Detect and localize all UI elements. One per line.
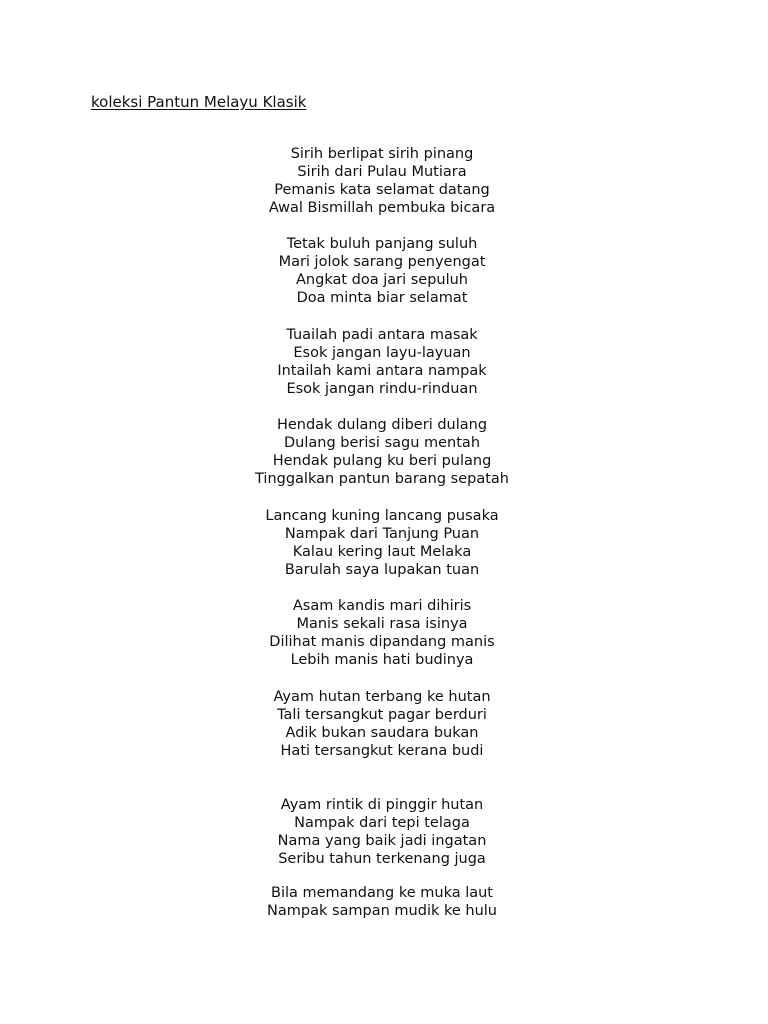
stanza-line: Nampak dari Tanjung Puan [284,526,480,543]
stanza-line: Kalau kering laut Melaka [292,544,472,561]
stanza-line: Awal Bismillah pembuka bicara [268,200,496,217]
stanza-line: Tuailah padi antara masak [286,327,478,343]
stanza-line: Dulang berisi sagu mentah [283,435,481,452]
stanza-line: Bila memandang ke muka laut [271,885,493,901]
stanza-line: Ayam hutan terbang ke hutan [273,689,491,705]
stanza-line: Hendak dulang diberi dulang [276,417,488,433]
stanza [182,145,582,217]
stanza-line: Dilihat manis dipandang manis [269,634,495,651]
stanza [182,326,582,398]
stanza [182,597,582,669]
stanza-line: Sirih berlipat sirih pinang [290,146,474,162]
document-title: koleksi Pantun Melayu Klasik [91,93,307,111]
stanza-line: Adik bukan saudara bukan [285,725,479,742]
stanza [182,796,582,868]
stanza-line: Sirih dari Pulau Mutiara [297,164,467,181]
stanza-line: Esok jangan layu-layuan [293,345,471,362]
stanza-line: Manis sekali rasa isinya [296,616,468,633]
stanza-line: Barulah saya lupakan tuan [284,562,480,579]
stanza [182,416,582,488]
stanza [182,688,582,760]
stanza-line: Nampak sampan mudik ke hulu [267,903,497,920]
stanza-line: Nama yang baik jadi ingatan [277,833,487,850]
stanza-line: Esok jangan rindu-rinduan [286,381,478,398]
stanza-line: Tinggalkan pantun barang sepatah [255,471,509,488]
stanza-line: Lebih manis hati budinya [290,652,474,669]
stanza-line: Lancang kuning lancang pusaka [265,508,499,524]
stanza-line: Tetak buluh panjang suluh [286,236,478,252]
stanza [182,235,582,307]
stanza-line: Doa minta biar selamat [296,290,468,307]
stanza-line: Intailah kami antara nampak [277,363,487,380]
stanza-line: Hendak pulang ku beri pulang [272,453,492,470]
stanza-line: Asam kandis mari dihiris [292,598,472,614]
stanza-line: Hati tersangkut kerana budi [280,743,484,760]
stanza-line: Mari jolok sarang penyengat [278,254,486,271]
stanza-line: Tali tersangkut pagar berduri [277,707,487,724]
stanza-line: Angkat doa jari sepuluh [296,272,468,289]
stanza-line: Seribu tahun terkenang juga [278,851,486,868]
stanza [182,884,582,920]
stanza-line: Pemanis kata selamat datang [274,182,490,199]
stanza-line: Nampak dari tepi telaga [294,815,470,832]
stanza [182,507,582,579]
stanza-line: Ayam rintik di pinggir hutan [280,797,484,813]
